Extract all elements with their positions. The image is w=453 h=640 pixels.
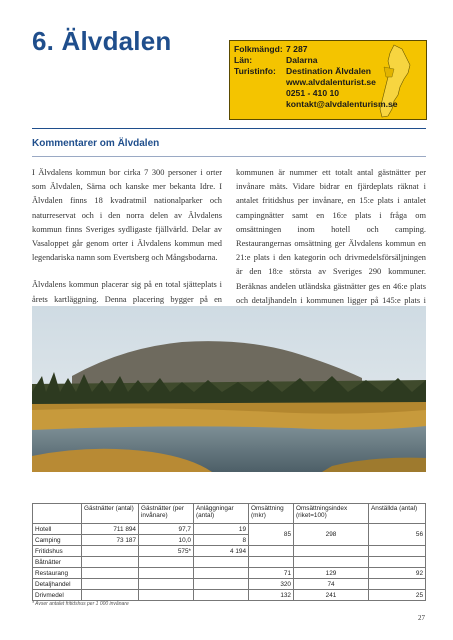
info-row-population: Folkmängd: 7 287 <box>234 44 308 54</box>
table-cell <box>82 568 139 579</box>
table-row <box>33 568 426 579</box>
table-row <box>33 524 426 535</box>
table-header-cell: Omsättningsindex (riket=100) <box>294 504 369 524</box>
table-cell <box>369 557 426 568</box>
section-heading: Kommentarer om Älvdalen <box>32 138 160 149</box>
row-label: Restaurang <box>33 568 82 579</box>
table-cell <box>82 590 139 601</box>
row-label: Hotell <box>33 524 82 535</box>
table-cell: 97,7 <box>139 524 194 535</box>
table-cell: 4 194 <box>194 546 249 557</box>
table-cell-merged: 56 <box>369 524 426 546</box>
table-cell <box>194 590 249 601</box>
table-cell-merged: 298 <box>294 524 369 546</box>
body-paragraph: I Älvdalens kommun bor cirka 7 300 personer i orter som Älvdalen, Särna och kanske mer bekanta Idre. I Älvdalen finns 18 kvadratmil nationalparker och naturreservat och i den norra delen av Älvdalens kommun finns Sveriges sydligaste fjällvärld. Delar av Vasaloppet går genom orter i Älvdalens kommun med legendariska namn som Evertsberg och Mångsbodarna. <box>32 168 222 263</box>
table-row <box>33 546 426 557</box>
table-header-cell: Anläggningar (antal) <box>194 504 249 524</box>
table-cell <box>194 579 249 590</box>
table-cell <box>139 579 194 590</box>
table-cell: 92 <box>369 568 426 579</box>
table-cell: 320 <box>249 579 294 590</box>
table-cell-merged: 85 <box>249 524 294 546</box>
table-cell: 71 <box>249 568 294 579</box>
table-cell <box>82 557 139 568</box>
table-header-cell: Gästnätter (per invånare) <box>139 504 194 524</box>
table-header-cell: Omsättning (mkr) <box>249 504 294 524</box>
table-cell: 241 <box>294 590 369 601</box>
table-cell: 132 <box>249 590 294 601</box>
table-cell <box>139 557 194 568</box>
tourist-email-link[interactable]: kontakt@alvdalenturism.se <box>286 99 398 109</box>
table-cell <box>369 579 426 590</box>
table-cell: 711 894 <box>82 524 139 535</box>
table-cell <box>249 557 294 568</box>
table-cell: 25 <box>369 590 426 601</box>
row-label: Båtnätter <box>33 557 82 568</box>
table-header-row <box>33 504 426 524</box>
table-cell <box>139 568 194 579</box>
table-header-cell: Anställda (antal) <box>369 504 426 524</box>
body-paragraph: Älvdalens kommun placerar sig på en total sjätteplats i årets kartläggning. Denna placering bygger på en <box>32 280 222 304</box>
page-title: 6. Älvdalen <box>32 26 172 56</box>
row-label: Fritidshus <box>33 546 82 557</box>
row-label: Camping <box>33 535 82 546</box>
table-cell <box>139 590 194 601</box>
tourist-website-link[interactable]: www.alvdalenturist.se <box>286 77 376 87</box>
table-cell <box>369 546 426 557</box>
table-row <box>33 579 426 590</box>
table-cell <box>194 557 249 568</box>
table-header-cell: Gästnätter (antal) <box>82 504 139 524</box>
table-header-cell <box>33 504 82 524</box>
municipality-info-box <box>229 40 427 120</box>
table-footnote: * Avser antalet fritidshus per 1 000 invånare <box>32 601 129 607</box>
info-row-tourist-info: Turistinfo: Destination Älvdalen <box>234 66 371 76</box>
table-cell <box>194 568 249 579</box>
tourism-statistics-table <box>32 503 426 601</box>
table-cell: 10,0 <box>139 535 194 546</box>
table-row <box>33 557 426 568</box>
table-cell <box>82 546 139 557</box>
table-cell <box>82 579 139 590</box>
row-label: Detaljhandel <box>33 579 82 590</box>
section-divider-top <box>32 128 426 129</box>
table-cell: 8 <box>194 535 249 546</box>
info-row-county: Län: Dalarna <box>234 55 318 65</box>
table-cell: 129 <box>294 568 369 579</box>
row-label: Drivmedel <box>33 590 82 601</box>
body-paragraph: kommunen är nummer ett totalt antal gästnätter per invånare mäts. Vidare bidrar en fjärdeplats räknat i antalet fritidshus per invånare, en 15:e plats i antalet campingnätter samt en 16:e plats i fråga om omsättningen inom hotell och camping. Restaurangernas omsättning ger Älvdalens kommun en 21:e plats i den kategorin och drivmedelsförsäljningen är den 18:e största av Sveriges 290 kommuner. Beräknas andelen utländska gästnätter ges en 46:e plats och detaljhandeln i kommunen ligger på 145:e plats i <box>236 168 426 305</box>
table-cell: 74 <box>294 579 369 590</box>
table-cell <box>294 546 369 557</box>
table-row <box>33 590 426 601</box>
page-number: 27 <box>418 614 425 622</box>
table-cell: 575* <box>139 546 194 557</box>
section-divider-bottom <box>32 156 426 157</box>
table-cell: 73 187 <box>82 535 139 546</box>
landscape-photo <box>32 306 426 472</box>
tourist-phone: 0251 - 410 10 <box>286 88 340 98</box>
table-cell <box>294 557 369 568</box>
table-cell <box>249 546 294 557</box>
table-cell: 19 <box>194 524 249 535</box>
